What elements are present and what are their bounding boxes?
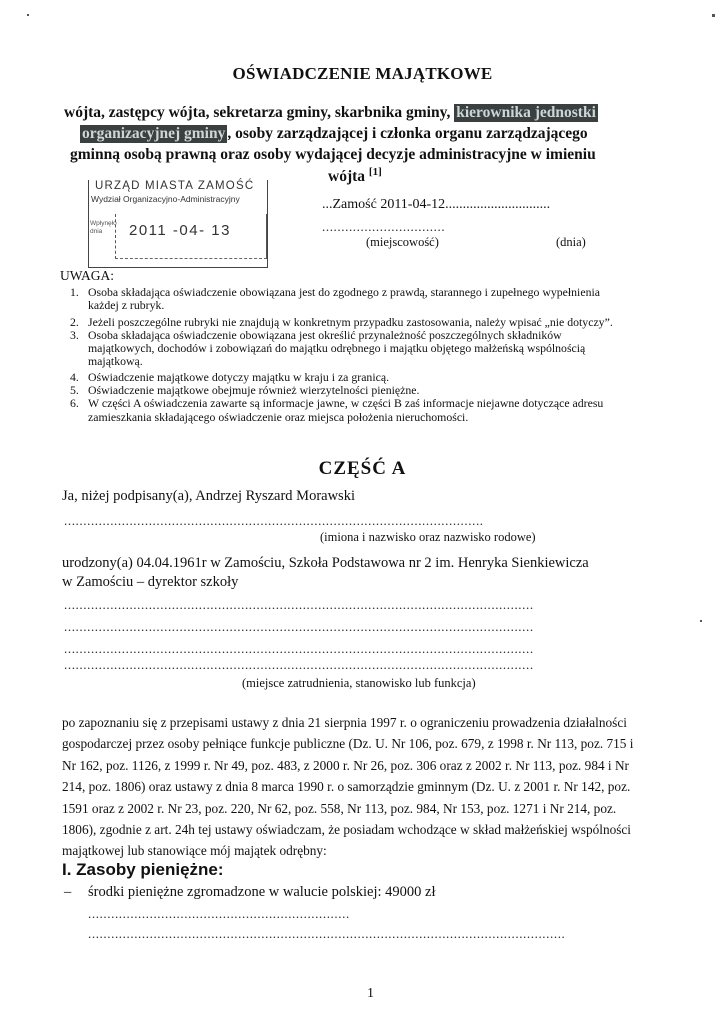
list-item-text: W części A oświadczenia zawarte są informacje jawne, w części B zaś informacje niejawne dotyczące adresu [88, 396, 604, 411]
redacted-text: organizacyjnej gminy [82, 125, 226, 142]
stamp-department: Wydział Organizacyjno-Administracyjny [91, 194, 240, 204]
cash-dots: .................................................................... [88, 906, 350, 921]
cash-item: środki pieniężne zgromadzone w walucie polskiej: 49000 zł [88, 884, 436, 900]
place-date-value: ...Zamość 2011-04-12.............................. [322, 197, 551, 212]
employment-dots: .......................................................................................................................... [64, 619, 534, 634]
subtitle-line-4-text: wójta [328, 168, 366, 186]
born-line-2: w Zamościu – dyrektor szkoły [62, 574, 239, 590]
born-text: 04.04.1961r w Zamościu, Szkoła Podstawowa nr 2 im. Henryka Sienkiewicza [136, 555, 589, 571]
list-item-text: każdej z rubryk. [88, 298, 165, 313]
name-label: (imiona i nazwisko oraz nazwisko rodowe) [320, 530, 536, 544]
paragraph-line: 214, poz. 1806) oraz ustawy z dnia 8 marca 1990 r. o samorządzie gminnym (Dz. U. z 2001 r. Nr 142, poz. [62, 779, 631, 795]
declarant-prefix: Ja, niżej podpisany(a), [62, 488, 193, 504]
list-item-text: zamieszkania składającego oświadczenie oraz miejsca położenia nieruchomości. [88, 409, 469, 424]
list-item-number: 5. [70, 383, 79, 398]
section-a-title: CZĘŚĆ A [318, 458, 407, 479]
list-item-number: 6. [70, 396, 79, 411]
list-item-text: Osoba składająca oświadczenie obowiązana jest określić przynależność poszczególnych składników [88, 327, 562, 342]
list-item-number: 3. [70, 327, 79, 342]
employment-dots: .......................................................................................................................... [64, 597, 534, 612]
employment-dots: .......................................................................................................................... [64, 657, 534, 672]
list-item-text: majątkowych, dochodów i zobowiązań do majątku odrębnego i majątku objętego małżeńską wspólnością [88, 341, 586, 356]
list-item [70, 371, 670, 384]
notice-list [70, 286, 670, 424]
footnote-marker: [1] [368, 166, 382, 178]
employment-label: (miejsce zatrudnienia, stanowisko lub funkcja) [242, 676, 476, 690]
stamp-bottom-border [89, 267, 267, 268]
receipt-stamp [88, 180, 268, 268]
declarant-line [62, 488, 355, 505]
subtitle-line-3: gminną osobą prawną oraz osoby wydającej decyzje administracyjne w imieniu [70, 146, 596, 163]
date-label: (dnia) [556, 235, 586, 249]
subtitle-line-1 [64, 104, 598, 122]
place-date-dots: ................................ [322, 219, 446, 234]
legal-paragraph [62, 712, 662, 862]
paragraph-line: po zapoznaniu się z przepisami ustawy z dnia 21 sierpnia 1997 r. o ograniczeniu prowadzenia działalności [62, 715, 627, 730]
subtitle-line-4 [328, 166, 382, 186]
notice-label: UWAGA: [60, 268, 114, 283]
stamp-date: 2011 -04- 13 [129, 222, 231, 239]
paragraph-line: majątkowej lub stanowiące mój majątek odrębny: [62, 843, 327, 859]
scan-speck [700, 620, 702, 622]
list-item [70, 329, 670, 369]
cash-dots: ............................................................................................................................ [88, 926, 566, 941]
list-item [70, 384, 670, 397]
cash-heading: I. Zasoby pieniężne: [62, 860, 224, 879]
born-prefix: urodzony(a) [62, 555, 133, 571]
paragraph-line: 1591 oraz z 2002 r. Nr 23, poz. 220, Nr 62, poz. 558, Nr 113, poz. 984, Nr 153, poz. 1271 i Nr 214, poz. [62, 800, 617, 816]
redacted-text: kierownika jednostki [456, 104, 596, 121]
list-item [70, 397, 670, 424]
list-item-text: Jeżeli poszczególne rubryki nie znajdują w konkretnym przypadku zastosowania, należy wpisać „nie dotyczy”. [88, 314, 613, 329]
paragraph-line: gospodarczej przez osoby pełniące funkcje publiczne (Dz. U. Nr 106, poz. 679, z 1998 r. Nr 113, poz. 715 i [62, 736, 634, 752]
born-line [62, 555, 589, 572]
list-item-text: Osoba składająca oświadczenie obowiązana jest do zgodnego z prawdą, starannego i zupełnego wypełnienia [88, 285, 600, 299]
subtitle-line-1-text: wójta, zastępcy wójta, sekretarza gminy, skarbnika gminy, [64, 104, 455, 121]
scan-speck [27, 14, 29, 16]
scan-speck [712, 14, 715, 17]
stamp-received-label: Wpłynęło dnia [90, 220, 117, 235]
list-item-number: 4. [70, 369, 79, 384]
employment-dots: .......................................................................................................................... [64, 641, 534, 656]
document-title: OŚWIADCZENIE MAJĄTKOWE [232, 64, 493, 83]
cash-dash: – [64, 884, 72, 900]
list-item [70, 316, 670, 329]
declarant-name: Andrzej Ryszard Morawski [195, 488, 355, 504]
list-item-text: Oświadczenie majątkowe dotyczy majątku w kraju i za granicą. [88, 369, 390, 384]
list-item-text: majątkową. [88, 354, 143, 369]
paragraph-line: Nr 162, poz. 1126, z 1999 r. Nr 49, poz. 483, z 2000 r. Nr 26, poz. 306 oraz z 2002 r. Nr 113, poz. 984 i Nr [62, 757, 629, 773]
subtitle-line-2 [80, 125, 588, 143]
place-label: (miejscowość) [366, 235, 439, 249]
list-item [70, 286, 670, 313]
paragraph-line: 1806), zgodnie z art. 24h tej ustawy oświadczam, że posiadam wchodzące w skład małżeńskiej wspólności [62, 822, 632, 838]
list-item-text: Oświadczenie majątkowe obejmuje również wierzytelności pieniężne. [88, 383, 420, 398]
list-item-number: 1. [70, 285, 79, 299]
declarant-dots: ............................................................................................................. [64, 513, 484, 528]
stamp-office-name: URZĄD MIASTA ZAMOŚĆ [95, 180, 255, 192]
page-number: 1 [367, 986, 374, 1001]
subtitle-line-2-text: , osoby zarządzającej i członka organu zarządzającego [227, 125, 588, 142]
list-item-number: 2. [70, 314, 79, 329]
